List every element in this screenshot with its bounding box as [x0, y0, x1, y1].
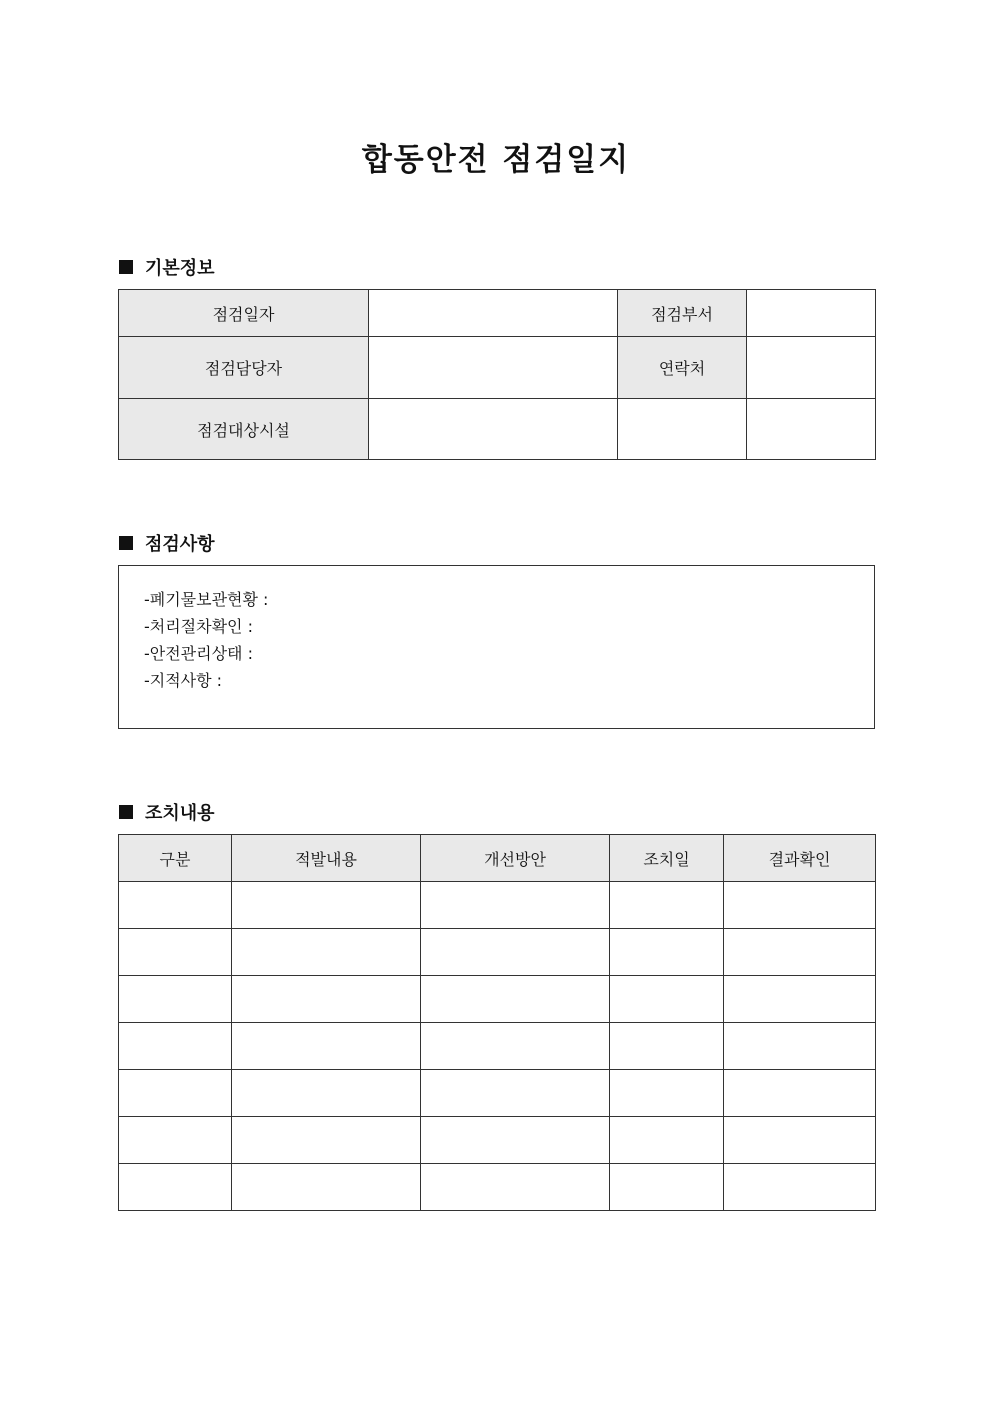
section-heading-label: 점검사항 — [145, 534, 215, 555]
column-header-result: 결과확인 — [724, 835, 876, 882]
table-cell[interactable] — [232, 1117, 421, 1164]
table-cell[interactable] — [421, 882, 610, 929]
table-cell[interactable] — [119, 1117, 232, 1164]
table-cell[interactable] — [232, 882, 421, 929]
table-cell[interactable] — [232, 1164, 421, 1211]
table-cell[interactable] — [119, 929, 232, 976]
table-row — [119, 1117, 876, 1164]
table-cell[interactable] — [610, 929, 724, 976]
basic-info-table — [118, 289, 876, 460]
table-row — [119, 929, 876, 976]
inspection-date-field[interactable] — [369, 290, 618, 337]
table-row — [119, 976, 876, 1023]
inspector-label: 점검담당자 — [119, 337, 369, 399]
table-cell[interactable] — [724, 1117, 876, 1164]
table-cell[interactable] — [724, 1164, 876, 1211]
table-cell[interactable] — [421, 929, 610, 976]
table-row — [119, 1023, 876, 1070]
table-cell[interactable] — [421, 1023, 610, 1070]
square-bullet-icon — [119, 260, 133, 274]
table-cell[interactable] — [232, 1070, 421, 1117]
table-cell[interactable] — [232, 1023, 421, 1070]
target-facility-label: 점검대상시설 — [119, 399, 369, 460]
table-cell[interactable] — [724, 929, 876, 976]
table-row — [119, 1070, 876, 1117]
table-row — [119, 337, 876, 399]
column-header-action-date: 조치일 — [610, 835, 724, 882]
contact-field[interactable] — [747, 337, 876, 399]
table-cell[interactable] — [610, 882, 724, 929]
section-heading-inspection — [119, 530, 215, 556]
table-cell[interactable] — [610, 1070, 724, 1117]
table-header-row — [119, 835, 876, 882]
column-header-category: 구분 — [119, 835, 232, 882]
table-cell[interactable] — [421, 1164, 610, 1211]
target-facility-field[interactable] — [369, 399, 618, 460]
table-row — [119, 882, 876, 929]
inspection-date-label: 점검일자 — [119, 290, 369, 337]
square-bullet-icon — [119, 536, 133, 550]
table-cell[interactable] — [232, 976, 421, 1023]
table-row — [119, 399, 876, 460]
inspection-items-box[interactable] — [118, 565, 875, 729]
table-cell[interactable] — [421, 1070, 610, 1117]
section-heading-basic-info — [119, 254, 215, 280]
table-cell[interactable] — [119, 1164, 232, 1211]
section-heading-actions — [119, 799, 215, 825]
table-cell[interactable] — [724, 976, 876, 1023]
table-cell[interactable] — [610, 1164, 724, 1211]
table-cell[interactable] — [421, 1117, 610, 1164]
list-item: -폐기물보관현황 : — [144, 590, 269, 609]
table-row — [119, 1164, 876, 1211]
column-header-improvement: 개선방안 — [421, 835, 610, 882]
inspection-items-list — [119, 566, 874, 694]
inspector-field[interactable] — [369, 337, 618, 399]
contact-label: 연락처 — [618, 337, 747, 399]
table-cell[interactable] — [119, 882, 232, 929]
table-cell[interactable] — [119, 1023, 232, 1070]
inspection-department-label: 점검부서 — [618, 290, 747, 337]
table-cell[interactable] — [119, 976, 232, 1023]
inspection-department-field[interactable] — [747, 290, 876, 337]
table-cell[interactable] — [610, 1117, 724, 1164]
list-item: -처리절차확인 : — [144, 617, 253, 636]
table-cell[interactable] — [119, 1070, 232, 1117]
document-title: 합동안전 점검일지 — [361, 142, 631, 178]
square-bullet-icon — [119, 805, 133, 819]
column-header-finding: 적발내용 — [232, 835, 421, 882]
section-heading-label: 조치내용 — [145, 803, 215, 824]
table-cell[interactable] — [724, 1023, 876, 1070]
section-heading-label: 기본정보 — [145, 258, 215, 279]
table-cell[interactable] — [232, 929, 421, 976]
empty-cell[interactable] — [747, 399, 876, 460]
action-table — [118, 834, 876, 1211]
table-cell[interactable] — [724, 1070, 876, 1117]
table-cell[interactable] — [421, 976, 610, 1023]
list-item: -지적사항 : — [144, 671, 223, 690]
table-cell[interactable] — [724, 882, 876, 929]
list-item: -안전관리상태 : — [144, 644, 253, 663]
table-cell[interactable] — [610, 1023, 724, 1070]
empty-cell[interactable] — [618, 399, 747, 460]
table-cell[interactable] — [610, 976, 724, 1023]
table-row — [119, 290, 876, 337]
